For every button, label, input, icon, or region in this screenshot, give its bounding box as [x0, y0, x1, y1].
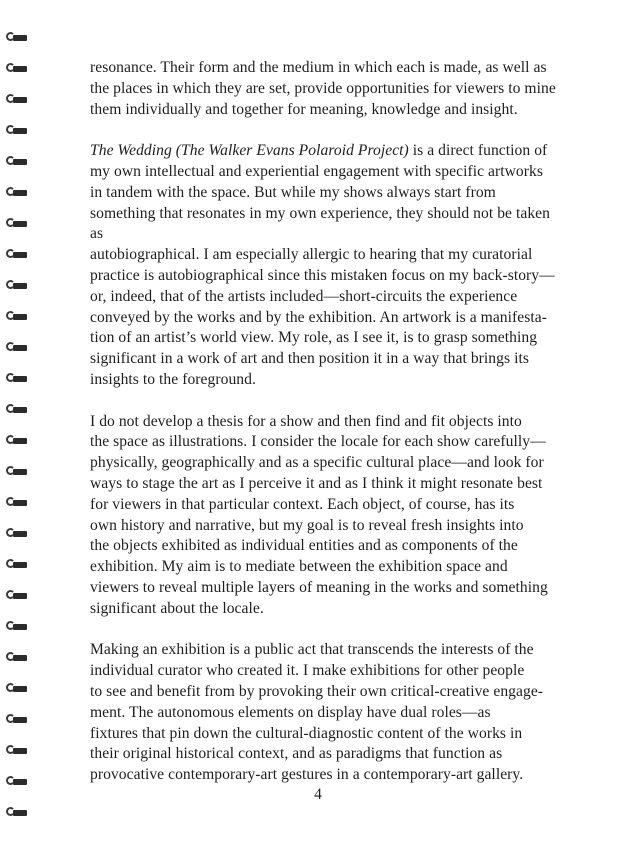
line: the places in which they are set, provide opportunities for viewers to mine	[90, 79, 556, 97]
spiral-binding-icon	[6, 340, 28, 354]
spiral-binding-icon	[6, 154, 28, 168]
spiral-binding-icon	[6, 712, 28, 726]
line: own history and narrative, but my goal is to reveal fresh insights into	[90, 516, 524, 534]
spiral-binding-icon	[6, 92, 28, 106]
paragraph-1	[90, 58, 560, 120]
spiral-binding-icon	[6, 123, 28, 137]
line: the space as illustrations. I consider the locale for each show carefully—	[90, 433, 546, 451]
line: significant in a work of art and then position it in a way that brings its	[90, 350, 529, 368]
spiral-binding-icon	[6, 588, 28, 602]
line: ways to stage the art as I perceive it and as I think it might resonate best	[90, 474, 543, 492]
spiral-binding-icon	[6, 278, 28, 292]
line: tion of an artist’s world view. My role, as I see it, is to grasp something	[90, 329, 538, 347]
line: resonance. Their form and the medium in which each is made, as well as	[90, 59, 547, 76]
spiral-binding	[0, 0, 30, 850]
line: is a direct function of	[408, 142, 548, 160]
line: ment. The autonomous elements on display have dual roles—as	[90, 703, 491, 721]
spiral-binding-icon	[6, 309, 28, 323]
spiral-binding-icon	[6, 61, 28, 75]
spiral-binding-icon	[6, 495, 28, 509]
line: my own intellectual and experiential engagement with specific artworks	[90, 162, 543, 180]
spiral-binding-icon	[6, 557, 28, 571]
line: them individually and together for meaning, knowledge and insight.	[90, 100, 518, 118]
line: in tandem with the space. But while my shows always start from	[90, 183, 496, 201]
paragraph-2	[90, 141, 560, 391]
spiral-binding-icon	[6, 433, 28, 447]
line: I do not develop a thesis for a show and then find and fit objects into	[90, 412, 522, 430]
spiral-binding-icon	[6, 185, 28, 199]
spiral-binding-icon	[6, 526, 28, 540]
line: to see and benefit from by provoking their own critical-creative engage-	[90, 682, 544, 700]
line: significant about the locale.	[90, 599, 264, 617]
line: autobiographical. I am especially allergic to hearing that my curatorial	[90, 246, 533, 264]
line: something that resonates in my own experience, they should not be taken as	[90, 204, 550, 243]
spiral-binding-icon	[6, 743, 28, 757]
line: for viewers in that particular context. Each object, of course, has its	[90, 495, 515, 513]
line: insights to the foreground.	[90, 370, 256, 388]
page-body	[90, 58, 560, 807]
spiral-binding-icon	[6, 402, 28, 416]
spiral-binding-icon	[6, 805, 28, 819]
line: their original historical context, and as paradigms that function as	[90, 745, 503, 763]
spiral-binding-icon	[6, 216, 28, 230]
spiral-binding-icon	[6, 650, 28, 664]
paragraph-3	[90, 412, 560, 620]
artwork-title: The Wedding (The Walker Evans Polaroid Project)	[90, 142, 409, 160]
line: physically, geographically and as a specific cultural place—and look for	[90, 454, 544, 472]
spiral-binding-icon	[6, 619, 28, 633]
spiral-binding-icon	[6, 30, 28, 44]
line: practice is autobiographical since this mistaken focus on my back-story—	[90, 266, 555, 284]
line: or, indeed, that of the artists included—short-circuits the experience	[90, 287, 518, 305]
line: the objects exhibited as individual entities and as components of the	[90, 537, 518, 555]
line: individual curator who created it. I make exhibitions for other people	[90, 662, 525, 680]
line: fixtures that pin down the cultural-diagnostic content of the works in	[90, 724, 523, 742]
spiral-binding-icon	[6, 371, 28, 385]
page-number: 4	[314, 786, 322, 803]
spiral-binding-icon	[6, 464, 28, 478]
spiral-binding-icon	[6, 247, 28, 261]
line: Making an exhibition is a public act that transcends the interests of the	[90, 641, 534, 659]
line: exhibition. My aim is to mediate between the exhibition space and	[90, 558, 508, 576]
line: provocative contemporary-art gestures in a contemporary-art gallery.	[90, 766, 524, 784]
line: viewers to reveal multiple layers of meaning in the works and something	[90, 578, 548, 596]
spiral-binding-icon	[6, 681, 28, 695]
line: conveyed by the works and by the exhibition. An artwork is a manifesta-	[90, 308, 547, 326]
paragraph-4	[90, 640, 560, 786]
